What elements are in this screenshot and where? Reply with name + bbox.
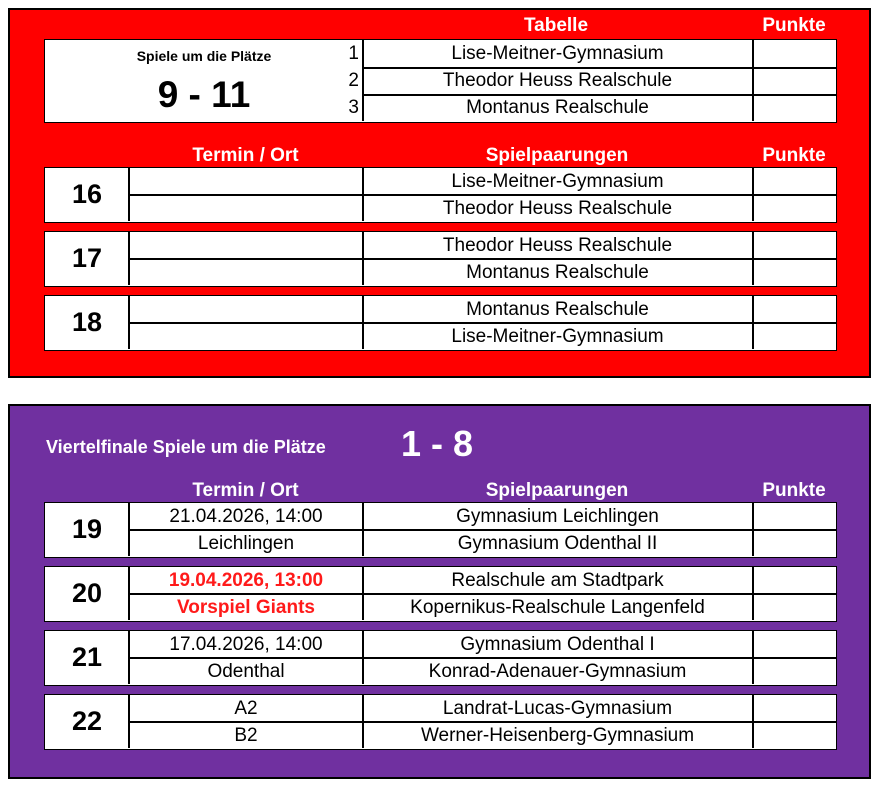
match-date: A2 (234, 697, 258, 719)
match-row (44, 167, 837, 223)
rank-3: 3 (348, 96, 359, 118)
match-row (44, 295, 837, 351)
away-team: Lise-Meitner-Gymnasium (451, 325, 664, 347)
standing-team-2: Theodor Heuss Realschule (442, 70, 673, 91)
match-place-highlight: Vorspiel Giants (177, 596, 315, 618)
away-team: Kopernikus-Realschule Langenfeld (410, 596, 705, 618)
standing-team-1: Lise-Meitner-Gymnasium (451, 43, 664, 64)
points-header: Punkte (762, 480, 826, 501)
match-number: 19 (71, 514, 103, 544)
quarterfinal-range: 1 - 8 (401, 423, 474, 464)
date-place-header: Termin / Ort (192, 480, 299, 501)
pairings-header: Spielpaarungen (485, 145, 629, 166)
home-team: Landrat-Lucas-Gymnasium (442, 697, 673, 719)
points-header-2: Punkte (762, 145, 826, 166)
home-team: Theodor Heuss Realschule (442, 234, 673, 256)
away-team: Gymnasium Odenthal II (457, 532, 658, 554)
home-team: Gymnasium Leichlingen (456, 505, 659, 527)
home-team: Lise-Meitner-Gymnasium (451, 170, 664, 192)
rank-1: 1 (348, 42, 359, 64)
match-number: 16 (71, 179, 103, 209)
quarterfinal-title: Viertelfinale Spiele um die Plätze (46, 437, 326, 457)
match-row (44, 502, 837, 558)
home-team: Montanus Realschule (466, 298, 649, 320)
match-number: 21 (71, 642, 103, 672)
away-team: Theodor Heuss Realschule (442, 197, 673, 219)
match-date: 17.04.2026, 14:00 (169, 633, 323, 655)
match-date: 21.04.2026, 14:00 (169, 505, 323, 527)
home-team: Realschule am Stadtpark (451, 569, 664, 591)
pairings-header: Spielpaarungen (485, 480, 629, 501)
away-team: Montanus Realschule (466, 261, 649, 283)
match-row (44, 566, 837, 622)
match-number: 17 (71, 243, 103, 273)
match-place: Leichlingen (197, 532, 295, 554)
date-place-header: Termin / Ort (192, 145, 299, 166)
away-team: Konrad-Adenauer-Gymnasium (428, 660, 687, 682)
match-number: 22 (71, 706, 103, 736)
home-team: Gymnasium Odenthal I (460, 633, 655, 655)
placement-range: 9 - 11 (157, 74, 251, 115)
match-row (44, 231, 837, 287)
match-place: Odenthal (207, 660, 285, 682)
placement-label: Spiele um die Plätze (136, 48, 272, 64)
match-place: B2 (234, 724, 258, 746)
match-row (44, 694, 837, 750)
table-header: Tabelle (523, 15, 589, 36)
rank-2: 2 (348, 69, 359, 91)
standings-table (44, 39, 837, 123)
points-header: Punkte (762, 15, 826, 36)
match-date-highlight: 19.04.2026, 13:00 (168, 569, 324, 591)
match-number: 18 (71, 307, 103, 337)
away-team: Werner-Heisenberg-Gymnasium (420, 724, 695, 746)
standing-team-3: Montanus Realschule (466, 97, 649, 118)
match-number: 20 (71, 578, 103, 608)
match-row (44, 630, 837, 686)
